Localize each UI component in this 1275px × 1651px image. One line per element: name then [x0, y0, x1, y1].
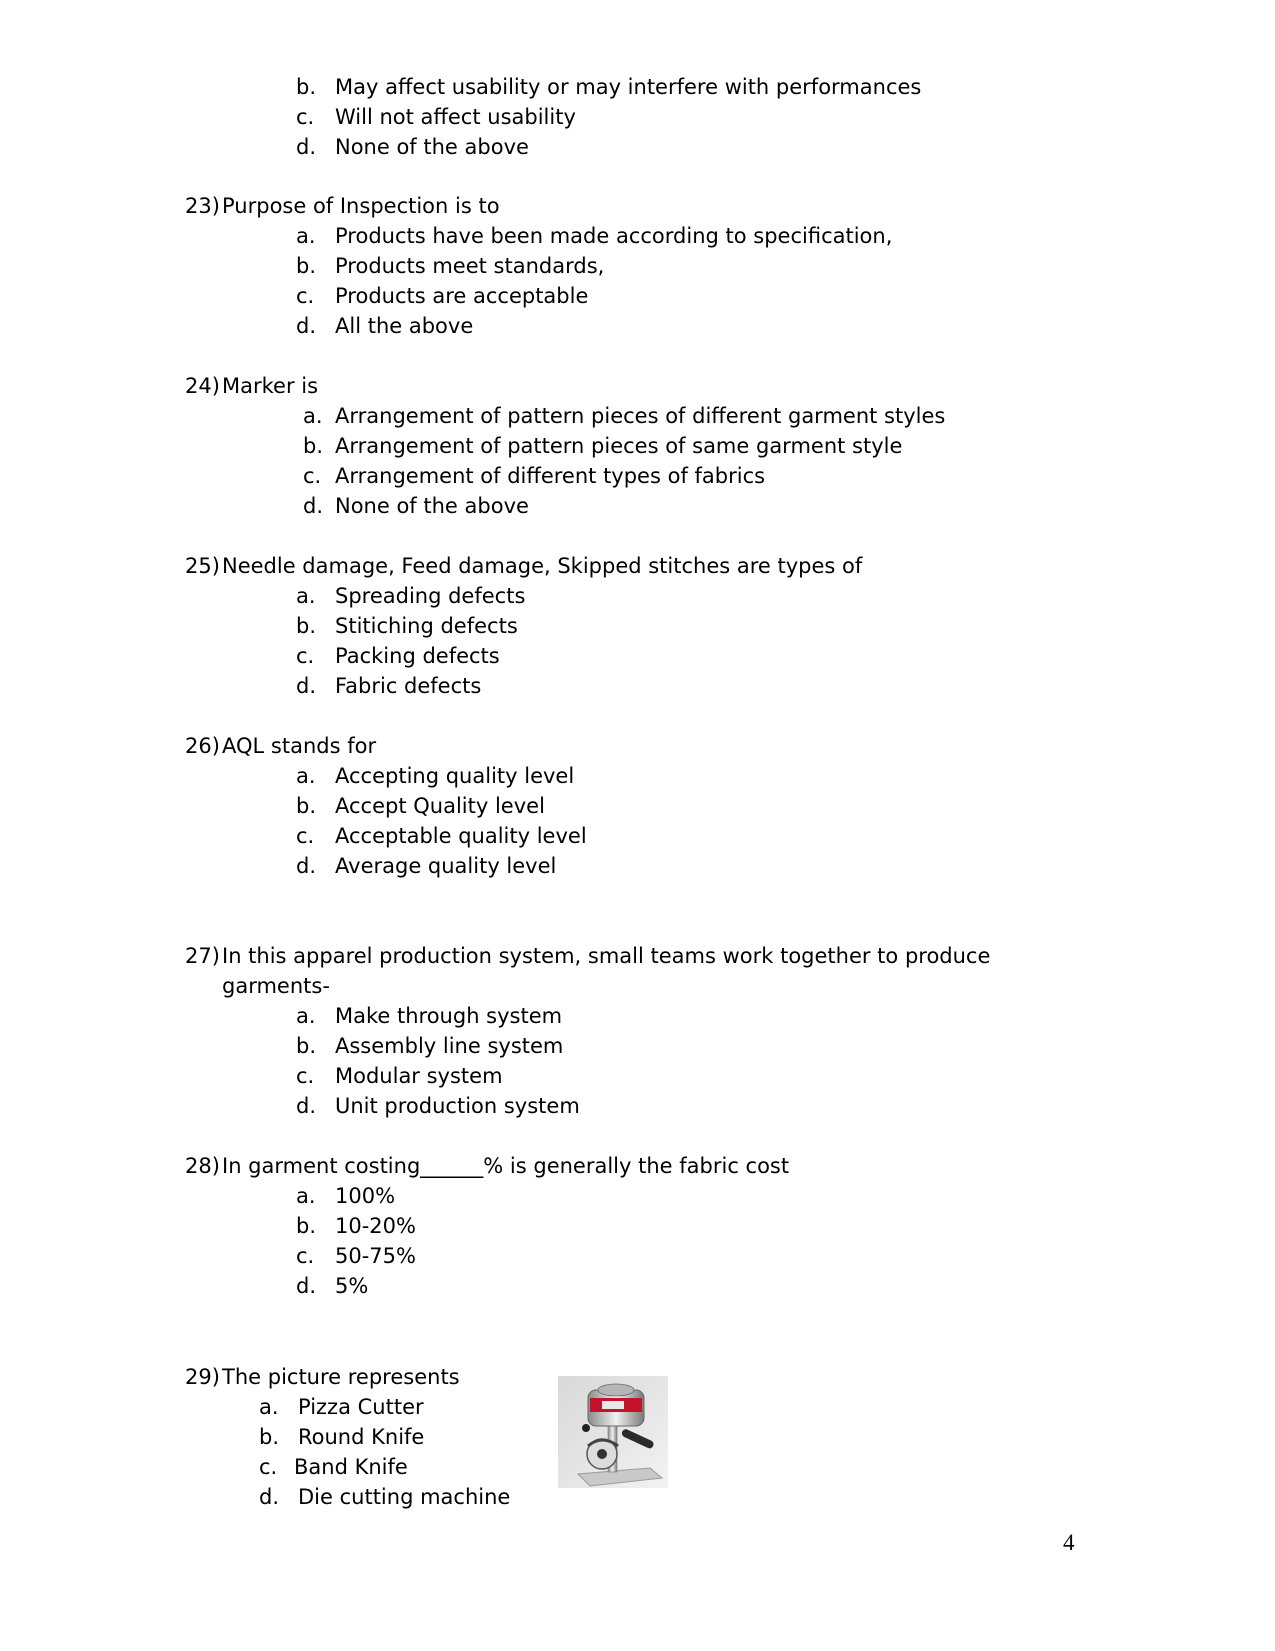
option-letter: c.: [296, 105, 315, 129]
question-number: 23): [185, 194, 220, 218]
option-letter: b.: [296, 1214, 317, 1238]
option-text: Accepting quality level: [335, 764, 575, 788]
option-letter: a.: [296, 1004, 316, 1028]
option-text: Accept Quality level: [335, 794, 545, 818]
option-text: 100%: [335, 1184, 396, 1208]
question-text: Marker is: [222, 374, 319, 398]
question-text: Purpose of Inspection is to: [222, 194, 500, 218]
cutting-machine-image: [558, 1376, 668, 1488]
option-letter: d.: [259, 1485, 280, 1509]
question-number: 24): [185, 374, 220, 398]
option-letter: d.: [296, 1274, 317, 1298]
option-letter: b.: [296, 614, 317, 638]
option-text: May affect usability or may interfere with performances: [335, 75, 922, 99]
page-number: 4: [1063, 1530, 1075, 1555]
question-text: In this apparel production system, small teams work together to produce: [222, 944, 991, 968]
option-text: Unit production system: [335, 1094, 580, 1118]
option-text: Arrangement of different types of fabrics: [335, 464, 766, 488]
option-text: Make through system: [335, 1004, 563, 1028]
option-text: Fabric defects: [335, 674, 482, 698]
option-text: Products have been made according to specification,: [335, 224, 893, 248]
question-text: In garment costing______% is generally the fabric cost: [222, 1154, 790, 1178]
option-letter: d.: [296, 314, 317, 338]
option-letter: d.: [296, 135, 317, 159]
option-text: Products are acceptable: [335, 284, 589, 308]
question-text: garments-: [222, 974, 330, 998]
option-text: 10-20%: [335, 1214, 416, 1238]
round-knife-illustration: [558, 1376, 668, 1488]
question-number: 25): [185, 554, 220, 578]
option-text: Round Knife: [298, 1425, 425, 1449]
option-letter: c.: [296, 1244, 315, 1268]
option-text: None of the above: [335, 494, 529, 518]
option-text: Products meet standards,: [335, 254, 605, 278]
option-text: All the above: [335, 314, 474, 338]
option-text: Arrangement of pattern pieces of different garment styles: [335, 404, 946, 428]
option-letter: b.: [296, 794, 317, 818]
option-letter: c.: [259, 1455, 278, 1479]
option-letter: c.: [296, 284, 315, 308]
question-number: 27): [185, 944, 220, 968]
option-text: Assembly line system: [335, 1034, 564, 1058]
option-letter: b.: [259, 1425, 280, 1449]
option-text: 5%: [335, 1274, 369, 1298]
option-letter: d.: [296, 854, 317, 878]
option-letter: a.: [296, 1184, 316, 1208]
option-letter: c.: [303, 464, 322, 488]
option-text: Average quality level: [335, 854, 557, 878]
option-text: None of the above: [335, 135, 529, 159]
option-text: Modular system: [335, 1064, 503, 1088]
question-text: AQL stands for: [222, 734, 377, 758]
option-letter: a.: [303, 404, 323, 428]
option-text: Die cutting machine: [298, 1485, 511, 1509]
option-text: Pizza Cutter: [298, 1395, 424, 1419]
option-letter: b.: [296, 254, 317, 278]
option-text: Packing defects: [335, 644, 500, 668]
option-letter: b.: [303, 434, 324, 458]
option-letter: d.: [303, 494, 324, 518]
option-letter: c.: [296, 824, 315, 848]
option-letter: c.: [296, 1064, 315, 1088]
option-letter: b.: [296, 1034, 317, 1058]
option-letter: a.: [296, 764, 316, 788]
question-number: 28): [185, 1154, 220, 1178]
option-text: Spreading defects: [335, 584, 526, 608]
option-letter: d.: [296, 674, 317, 698]
option-letter: a.: [296, 584, 316, 608]
question-text: Needle damage, Feed damage, Skipped stitches are types of: [222, 554, 863, 578]
option-text: 50-75%: [335, 1244, 416, 1268]
question-text: The picture represents: [222, 1365, 460, 1389]
option-text: Stitiching defects: [335, 614, 518, 638]
question-number: 26): [185, 734, 220, 758]
option-text: Band Knife: [294, 1455, 408, 1479]
option-letter: d.: [296, 1094, 317, 1118]
option-letter: a.: [296, 224, 316, 248]
option-letter: b.: [296, 75, 317, 99]
option-text: Arrangement of pattern pieces of same garment style: [335, 434, 903, 458]
option-letter: a.: [259, 1395, 279, 1419]
question-number: 29): [185, 1365, 220, 1389]
option-letter: c.: [296, 644, 315, 668]
option-text: Will not affect usability: [335, 105, 576, 129]
option-text: Acceptable quality level: [335, 824, 587, 848]
